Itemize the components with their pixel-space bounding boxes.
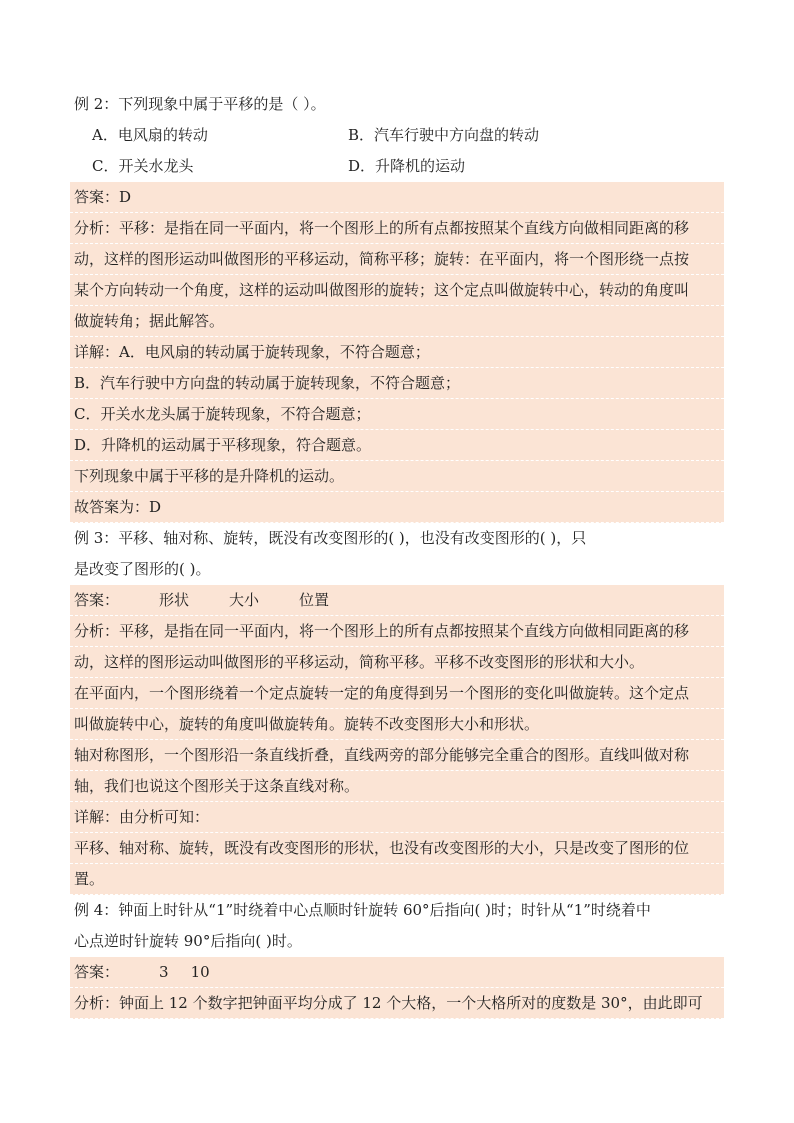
ex4-answer bbox=[70, 957, 724, 988]
ex3-answer-label: 答案： bbox=[74, 591, 120, 609]
ex2-options-row-1 bbox=[70, 120, 724, 151]
ex2-answer: 答案：D bbox=[70, 182, 724, 213]
ex2-detail-line: D．升降机的运动属于平移现象，符合题意。 bbox=[70, 430, 724, 461]
ex4-question-line: 心点逆时针旋转 90°后指向( )时。 bbox=[74, 932, 302, 950]
ex3-analysis-line: 轴对称图形，一个图形沿一条直线折叠，直线两旁的部分能够完全重合的图形。直线叫做对称 bbox=[70, 740, 724, 771]
ex3-analysis-line: 分析：平移，是指在同一平面内，将一个图形上的所有点都按照某个直线方向做相同距离的移 bbox=[70, 616, 724, 647]
ex3-analysis-line: 轴，我们也说这个图形关于这条直线对称。 bbox=[70, 771, 724, 802]
ex2-detail-line: C．开关水龙头属于旋转现象，不符合题意； bbox=[70, 399, 724, 430]
ex2-detail-line: 详解：A．电风扇的转动属于旋转现象，不符合题意； bbox=[70, 337, 724, 368]
ex2-detail-line: 故答案为：D bbox=[70, 492, 724, 523]
ex2-analysis-line: 分析：平移：是指在同一平面内，将一个图形上的所有点都按照某个直线方向做相同距离的移 bbox=[70, 213, 724, 244]
document-content bbox=[70, 89, 724, 1019]
ex3-answer-3: 位置 bbox=[299, 591, 330, 609]
ex2-question: 例 2：下列现象中属于平移的是（ ）。 bbox=[74, 95, 326, 113]
ex2-detail-line: 下列现象中属于平移的是升降机的运动。 bbox=[70, 461, 724, 492]
ex4-answer-2: 10 bbox=[190, 963, 210, 981]
ex4-answer-label: 答案： bbox=[74, 963, 120, 981]
ex3-detail-line: 平移、轴对称、旋转，既没有改变图形的形状，也没有改变图形的大小，只是改变了图形的位 bbox=[70, 833, 724, 864]
ex4-answer-1: 3 bbox=[159, 963, 169, 981]
ex3-analysis-line: 叫做旋转中心，旋转的角度叫做旋转角。旋转不改变图形大小和形状。 bbox=[70, 709, 724, 740]
ex2-option-a: A．电风扇的转动 bbox=[92, 126, 208, 144]
ex2-detail-line: B．汽车行驶中方向盘的转动属于旋转现象，不符合题意； bbox=[70, 368, 724, 399]
ex2-analysis-line: 做旋转角；据此解答。 bbox=[70, 306, 724, 337]
ex3-answer-2: 大小 bbox=[229, 591, 260, 609]
ex3-analysis-line: 动，这样的图形运动叫做图形的平移运动，简称平移。平移不改变图形的形状和大小。 bbox=[70, 647, 724, 678]
ex2-analysis-line: 动，这样的图形运动叫做图形的平移运动，简称平移；旋转：在平面内，将一个图形绕一点按 bbox=[70, 244, 724, 275]
ex2-option-b: B．汽车行驶中方向盘的转动 bbox=[348, 126, 540, 144]
ex2-option-c: C．开关水龙头 bbox=[92, 157, 194, 175]
ex3-detail-line: 置。 bbox=[70, 864, 724, 895]
ex4-analysis-line: 分析：钟面上 12 个数字把钟面平均分成了 12 个大格，一个大格所对的度数是 30°，由此即可 bbox=[70, 988, 724, 1019]
ex3-question-line: 是改变了图形的( )。 bbox=[74, 560, 211, 578]
ex2-option-d: D．升降机的运动 bbox=[348, 157, 466, 175]
ex3-analysis-line: 在平面内，一个图形绕着一个定点旋转一定的角度得到另一个图形的变化叫做旋转。这个定点 bbox=[70, 678, 724, 709]
ex2-analysis-line: 某个方向转动一个角度，这样的运动叫做图形的旋转；这个定点叫做旋转中心，转动的角度叫 bbox=[70, 275, 724, 306]
ex3-detail-line: 详解：由分析可知： bbox=[70, 802, 724, 833]
ex3-answer bbox=[70, 585, 724, 616]
ex3-question-line: 例 3：平移、轴对称、旋转，既没有改变图形的( )，也没有改变图形的( )，只 bbox=[74, 529, 587, 547]
ex3-answer-1: 形状 bbox=[159, 591, 190, 609]
ex2-options-row-2 bbox=[70, 151, 724, 182]
ex4-question-line: 例 4：钟面上时针从“1”时绕着中心点顺时针旋转 60°后指向( )时；时针从“1”时绕着中 bbox=[74, 901, 651, 919]
